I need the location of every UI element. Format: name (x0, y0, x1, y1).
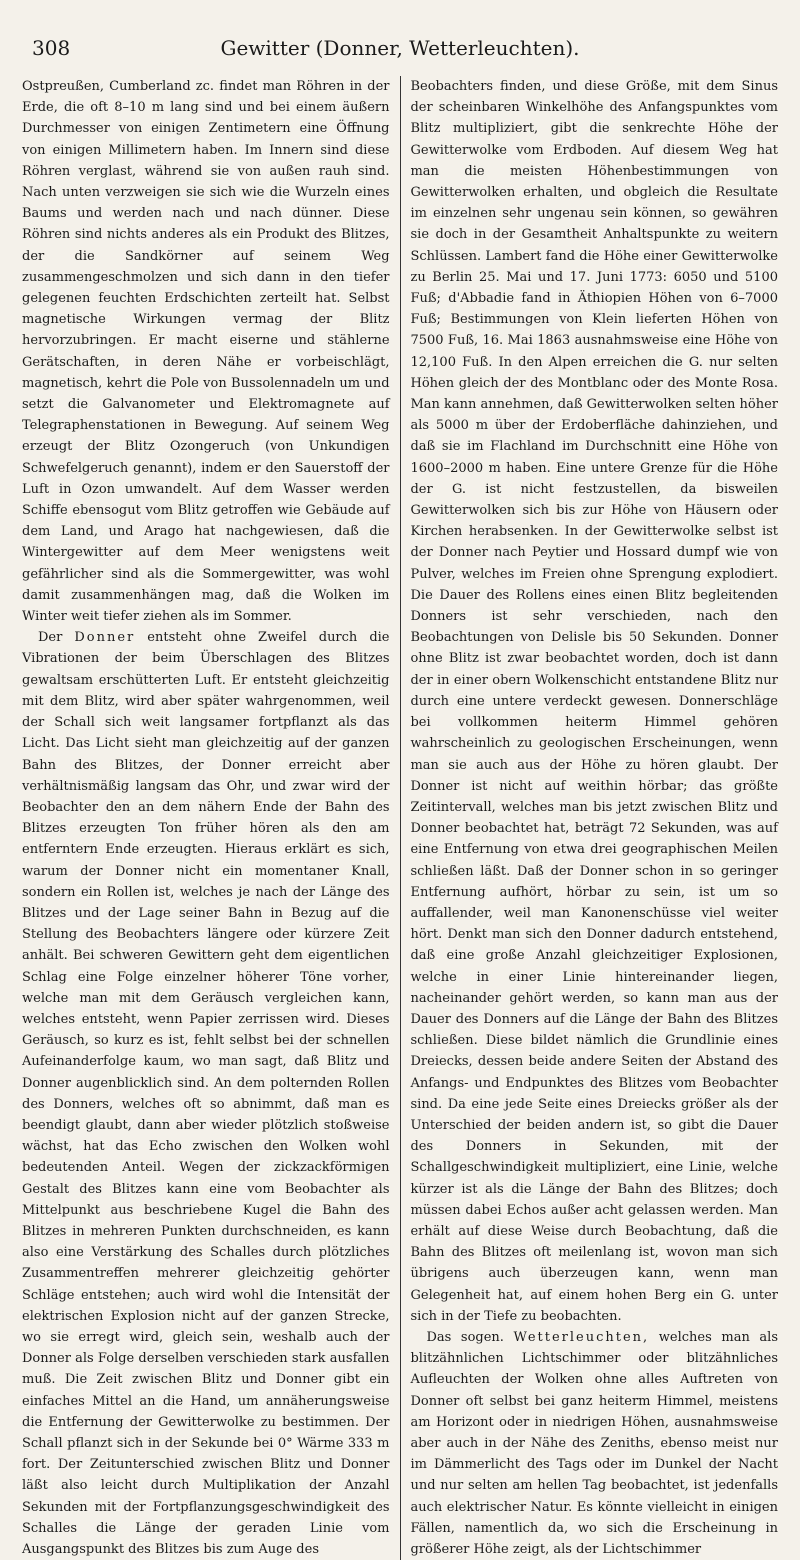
text-columns (22, 76, 778, 1560)
paragraph: Beobachters finden, und diese Größe, mit dem Sinus der scheinbaren Winkelhöhe des Anfangspunktes vom Blitz multipliziert, gibt die senkrechte Höhe der Gewitterwolke vom Erdboden. Auf diesem Weg hat man die meisten Höhenbestimmungen von Gewitterwolken erhalten, und obgleich die Resultate im einzelnen sehr ungenau sein können, so gewähren sie doch in der Gesamtheit Anhaltspunkte zu weitern Schlüssen. Lambert fand die Höhe einer Gewitterwolke zu Berlin 25. Mai und 17. Juni 1773: 6050 und 5100 Fuß; d'Abbadie fand in Äthiopien Höhen von 6–7000 Fuß; Bestimmungen von Klein lieferten Höhen von 7500 Fuß, 16. Mai 1863 ausnahmsweise eine Höhe von 12,100 Fuß. In den Alpen erreichen die G. nur selten Höhen gleich der des Montblanc oder des Monte Rosa. Man kann annehmen, daß Gewitterwolken selten höher als 5000 m über der Erdoberfläche dahinziehen, und daß sie im Flachland im Durchschnitt eine Höhe von 1600–2000 m haben. Eine untere Grenze für die Höhe der G. ist nicht festzustellen, da bisweilen Gewitterwolken sich bis zur Höhe von Häusern oder Kirchen herabsenken. In der Gewitterwolke selbst ist der Donner nach Peytier und Hossard dumpf wie von Pulver, welches im Freien ohne Sprengung explodiert. Die Dauer des Rollens eines einen Blitz begleitenden Donners ist sehr verschieden, nach den Beobachtungen von Delisle bis 50 Sekunden. Donner ohne Blitz ist zwar beobachtet worden, doch ist dann der in einer obern Wolkenschicht entstandene Blitz nur durch eine untere verdeckt gewesen. Donnerschläge bei vollkommen heiterm Himmel gehören wahrscheinlich zu geologischen Erscheinungen, wenn man sie auch aus der Höhe zu hören glaubt. Der Donner ist nicht auf weithin hörbar; das größte Zeitintervall, welches man bis jetzt zwischen Blitz und Donner beobachtet hat, beträgt 72 Sekunden, was auf eine Entfernung von etwa drei geographischen Meilen schließen läßt. Daß der Donner schon in so geringer Entfernung aufhört, hörbar zu sein, ist um so auffallender, weil man Kanonenschüsse viel weiter hört. Denkt man sich den Donner dadurch entstehend, daß eine große Anzahl gleichzeitiger Explosionen, welche in einer Linie hintereinander liegen, nacheinander gehört werden, so kann man aus der Dauer des Donners auf die Länge der Bahn des Blitzes schließen. Diese bildet nämlich die Grundlinie eines Dreiecks, dessen beide andere Seiten der Abstand des Anfangs- und Endpunktes des Blitzes vom Beobachter sind. Da eine jede Seite eines Dreiecks größer als der Unterschied der beiden andern ist, so gibt die Dauer des Donners in Sekunden, mit der Schallgeschwindigkeit multipliziert, eine Linie, welche kürzer ist als die Länge der Bahn des Blitzes; doch müssen dabei Echos außer acht gelassen werden. Man erhält auf diese Weise durch Beobachtung, daß die Bahn des Blitzes oft meilenlang ist, wovon man sich übrigens auch überzeugen kann, wenn man Gelegenheit hat, auf einem hohen Berg ein G. unter sich in der Tiefe zu beobachten. (410, 79, 778, 1324)
paragraph (410, 1327, 778, 1560)
running-title: Gewitter (Donner, Wetterleuchten). (220, 36, 580, 60)
paragraph: Ostpreußen, Cumberland zc. findet man Röhren in der Erde, die oft 8–10 m lang sind und bei einem äußern Durchmesser von einigen Zentimetern eine Öffnung von einigen Millimetern haben. Im Innern sind diese Röhren verglast, während sie von außen rauh sind. Nach unten verzweigen sie sich wie die Wurzeln eines Baums und werden nach und nach dünner. Diese Röhren sind nichts anderes als ein Produkt des Blitzes, der die Sandkörner auf seinem Weg zusammengeschmolzen und sich dann in den tiefer gelegenen feuchten Erdschichten zerteilt hat. Selbst magnetische Wirkungen vermag der Blitz hervorzubringen. Er macht eiserne und stählerne Gerätschaften, in deren Nähe er vorbeischlägt, magnetisch, kehrt die Pole von Bussolennadeln um und setzt die Galvanometer und Elektromagnete auf Telegraphenstationen in Bewegung. Auf seinem Weg erzeugt der Blitz Ozongeruch (von Unkundigen Schwefelgeruch genannt), indem er den Sauerstoff der Luft in Ozon umwandelt. Auf dem Wasser werden Schiffe ebensogut vom Blitz getroffen wie Gebäude auf dem Land, und Arago hat nachgewiesen, daß die Wintergewitter auf dem Meer wenigstens weit gefährlicher sind als die Sommergewitter, was wohl damit zusammenhängen mag, daß die Wolken im Winter weit tiefer ziehen als im Sommer. (22, 79, 390, 625)
paragraph (22, 627, 390, 1560)
page-header (22, 36, 778, 66)
paragraph-body: welches man als blitzähnlichen Lichtschimmer oder blitzähnliches Aufleuchten der Wolken ohne alles Auftreten von Donner oft selbst bei ganz heiterm Himmel, meistens am Horizont oder in niedrigen Höhen, ausnahmsweise aber auch in der Nähe des Zeniths, ebenso meist nur im Dämmerlicht des Tags oder im Dunkel der Nacht und nur selten am hellen Tag beobachtet, ist jedenfalls auch elektrischer Natur. Es könnte vielleicht in einigen Fällen, namentlich da, wo sich die Erscheinung in größerer Höhe zeigt, als der Lichtschimmer (410, 1329, 778, 1558)
right-column (410, 76, 778, 1560)
left-column (22, 76, 390, 1560)
column-divider (400, 76, 401, 1560)
page-number: 308 (32, 36, 71, 60)
paragraph-lead: Der (38, 630, 63, 646)
paragraph-body: entsteht ohne Zweifel durch die Vibrationen der beim Überschlagen des Blitzes gewaltsam erschütterten Luft. Er entsteht gleichzeitig mit dem Blitz, wird aber später wahrgenommen, weil der Schall sich weit langsamer fortpflanzt als das Licht. Das Licht sieht man gleichzeitig auf der ganzen Bahn des Blitzes, der Donner erreicht aber verhältnismäßig langsam das Ohr, und zwar wird der Beobachter den an dem nähern Ende der Bahn des Blitzes erzeugten Ton früher hören als den am entferntern Ende erzeugten. Hieraus erklärt es sich, warum der Donner nicht ein momentaner Knall, sondern ein Rollen ist, welches je nach der Länge des Blitzes und der Lage seiner Bahn in Bezug auf die Stellung des Beobachters längere oder kürzere Zeit anhält. Bei schweren Gewittern geht dem eigentlichen Schlag eine Folge einzelner höherer Töne vorher, welche man mit dem Geräusch vergleichen kann, welches entsteht, wenn Papier zerrissen wird. Dieses Geräusch, so kurz es ist, fehlt selbst bei der schnellen Aufeinanderfolge kaum, wo man sagt, daß Blitz und Donner augenblicklich sind. An dem polternden Rollen des Donners, welches oft so abnimmt, daß man es beendigt glaubt, dann aber wieder plötzlich stoßweise wächst, hat das Echo zwischen den Wolken wohl bedeutenden Anteil. Wegen der zickzackförmigen Gestalt des Blitzes kann eine vom Beobachter als Mittelpunkt aus beschriebene Kugel die Bahn des Blitzes in mehreren Punkten durchschneiden, es kann also eine Verstärkung des Schalles durch plötzliches Zusammentreffen mehrerer gleichzeitig gehörter Schläge entstehen; auch wird wohl die Intensität der elektrischen Explosion nicht auf der ganzen Strecke, wo sie erregt wird, gleich sein, weshalb auch der Donner als Folge derselben verschieden stark ausfallen muß. Die Zeit zwischen Blitz und Donner gibt ein einfaches Mittel an die Hand, um annäherungsweise die Entfernung der Gewitterwolke zu bestimmen. Der Schall pflanzt sich in der Sekunde bei 0° Wärme 333 m fort. Der Zeitunterschied zwischen Blitz und Donner läßt also leicht durch Multiplikation der Anzahl Sekunden mit der Fortpflanzungsgeschwindigkeit des Schalles die Länge der geraden Linie vom Ausgangspunkt des Blitzes bis zum Auge des (22, 630, 390, 1558)
paragraph-lead: Das sogen. (426, 1329, 504, 1345)
term-donner: Donner (74, 630, 136, 646)
term-wetterleuchten: Wetterleuchten, (513, 1329, 650, 1345)
